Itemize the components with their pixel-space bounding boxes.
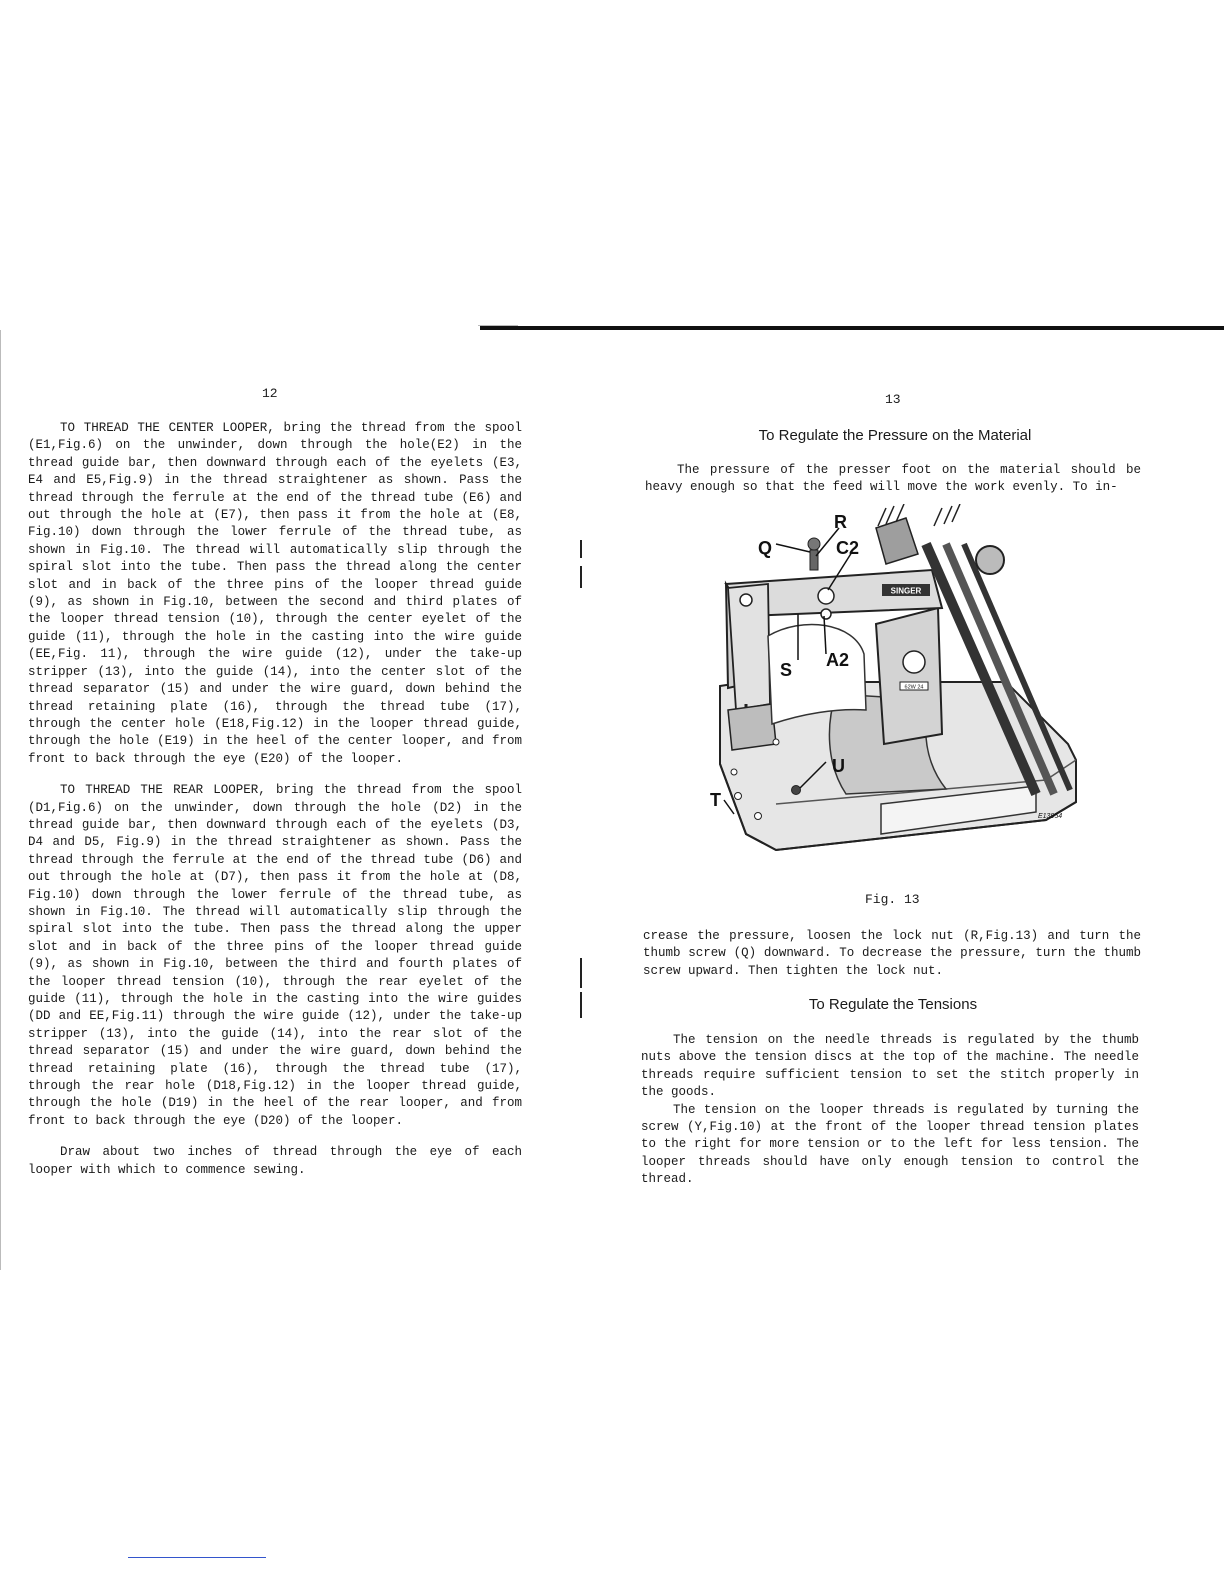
part-code: E13954 [1038,813,1063,820]
gutter-mark [580,958,582,988]
left-page-edge [0,330,1,1270]
brand-plate: SINGER [890,586,922,596]
left-page-body [28,420,522,1179]
bottom-link-underline[interactable] [128,1557,266,1558]
sewing-machine-illustration [706,504,1086,880]
callout-t: T [710,790,721,810]
tensions-text [641,1032,1139,1189]
gutter-mark [580,540,582,558]
pressure-intro-paragraph: The pressure of the presser foot on the material should be heavy enough so that the feed will move the work evenly. To in- [645,463,1141,495]
figure-13-sewing-machine [706,504,1086,880]
callout-u: U [832,756,845,776]
model-plate: 62W 24 [904,684,924,691]
callout-c2: C2 [836,538,860,558]
heading-regulate-pressure: To Regulate the Pressure on the Material [758,427,1032,444]
callout-a2: A2 [826,650,850,670]
paragraph-center-looper: TO THREAD THE CENTER LOOPER, bring the thread from the spool (E1,Fig.6) on the unwinder, down through the hole(E2) in the thread guide bar, then downward through each of the eyelets (E3, E4 and E5,Fig.9) in the thread straightener as shown. Pass the thread through the ferrule at the end of the thread tube (E6) and out through the hole at (E7), then pass it from the hole at (E8, Fig.10) down through the lower ferrule of the thread tube, as shown in Fig.10. The thread will automatically slip through the spiral slot into the tube. Then pass the thread along the center slot and in back of the three pins of the looper thread guide (9), as shown in Fig.10, between the second and third plates of the looper thread tension (10), through the center eyelet of the guide (11), through the hole in the casting into the wire guide (EE,Fig. 11), through the wire guide (12), under the take-up stripper (13), into the guide (14), into the center slot of the thread separator (15) and under the wire guard, down behind the thread retaining plate (16), through the thread tube (17), through the center hole (E18,Fig.12) in the looper thread guide, through the hole (E19) in the heel of the center looper, and from front to back through the eye (E20) of the looper. [28,421,522,766]
callout-q: Q [758,538,773,558]
callout-s: S [780,660,793,680]
heading-regulate-tensions: To Regulate the Tensions [808,996,978,1013]
page-number-right: 13 [885,392,901,407]
pressure-continued-text [643,928,1141,980]
gutter-mark [580,992,582,1018]
top-rule [480,326,1224,330]
page-number-left: 12 [262,386,278,401]
paragraph-needle-tension: The tension on the needle threads is regulated by the thumb nuts above the tension discs at the top of the machine. The needle threads require sufficient tension to set the stitch properly in the goods. [641,1033,1139,1100]
medallion-icon [903,651,925,673]
pressure-intro-text [645,462,1141,497]
figure-caption: Fig. 13 [865,892,920,907]
paragraph-looper-tension: The tension on the looper threads is regulated by turning the screw (Y,Fig.10) at the front of the looper thread tension plates to the right for more tension or to the left for less tension. The looper threads should have only enough tension to control the thread. [641,1102,1139,1187]
paragraph-rear-looper: TO THREAD THE REAR LOOPER, bring the thread from the spool (D1,Fig.6) on the unwinder, down through the hole (D2) in the thread guide bar, then downward through each of the eyelets (D3, D4 and D5, Fig.9) in the thread straightener as shown. Pass the thread through the ferrule at the end of the thread tube (D6) and out through the hole at (D7), then pass it from the hole at (D8, Fig.10) down through the lower ferrule of the thread tube, as shown in Fig.10. The thread will automatically slip through the spiral slot into the tube. Then pass the thread along the upper slot and in back of the three pins of the looper thread guide (9), as shown in Fig.10, between the third and fourth plates of the looper thread tension (10), through the rear eyelet of the guide (11), through the hole in the casting into the wire guides (DD and EE,Fig.11) through the wire guide (12), under the take-up stripper (13), into the guide (14), into the rear slot of the thread separator (15) and under the wire guard, down behind the thread retaining plate (16), through the thread tube (17), through the rear hole (D18,Fig.12) in the looper thread guide, through the hole (D19) in the heel of the rear looper, and from front to back through the eye (D20) of the looper. [28,783,522,1128]
paragraph-draw-thread: Draw about two inches of thread through the eye of each looper with which to commence sewing. [28,1145,522,1177]
gutter-mark [580,566,582,588]
callout-r: R [834,512,847,532]
pressure-continued-paragraph: crease the pressure, loosen the lock nut (R,Fig.13) and turn the thumb screw (Q) downward. To decrease the pressure, turn the thumb screw upward. Then tighten the lock nut. [643,929,1141,978]
